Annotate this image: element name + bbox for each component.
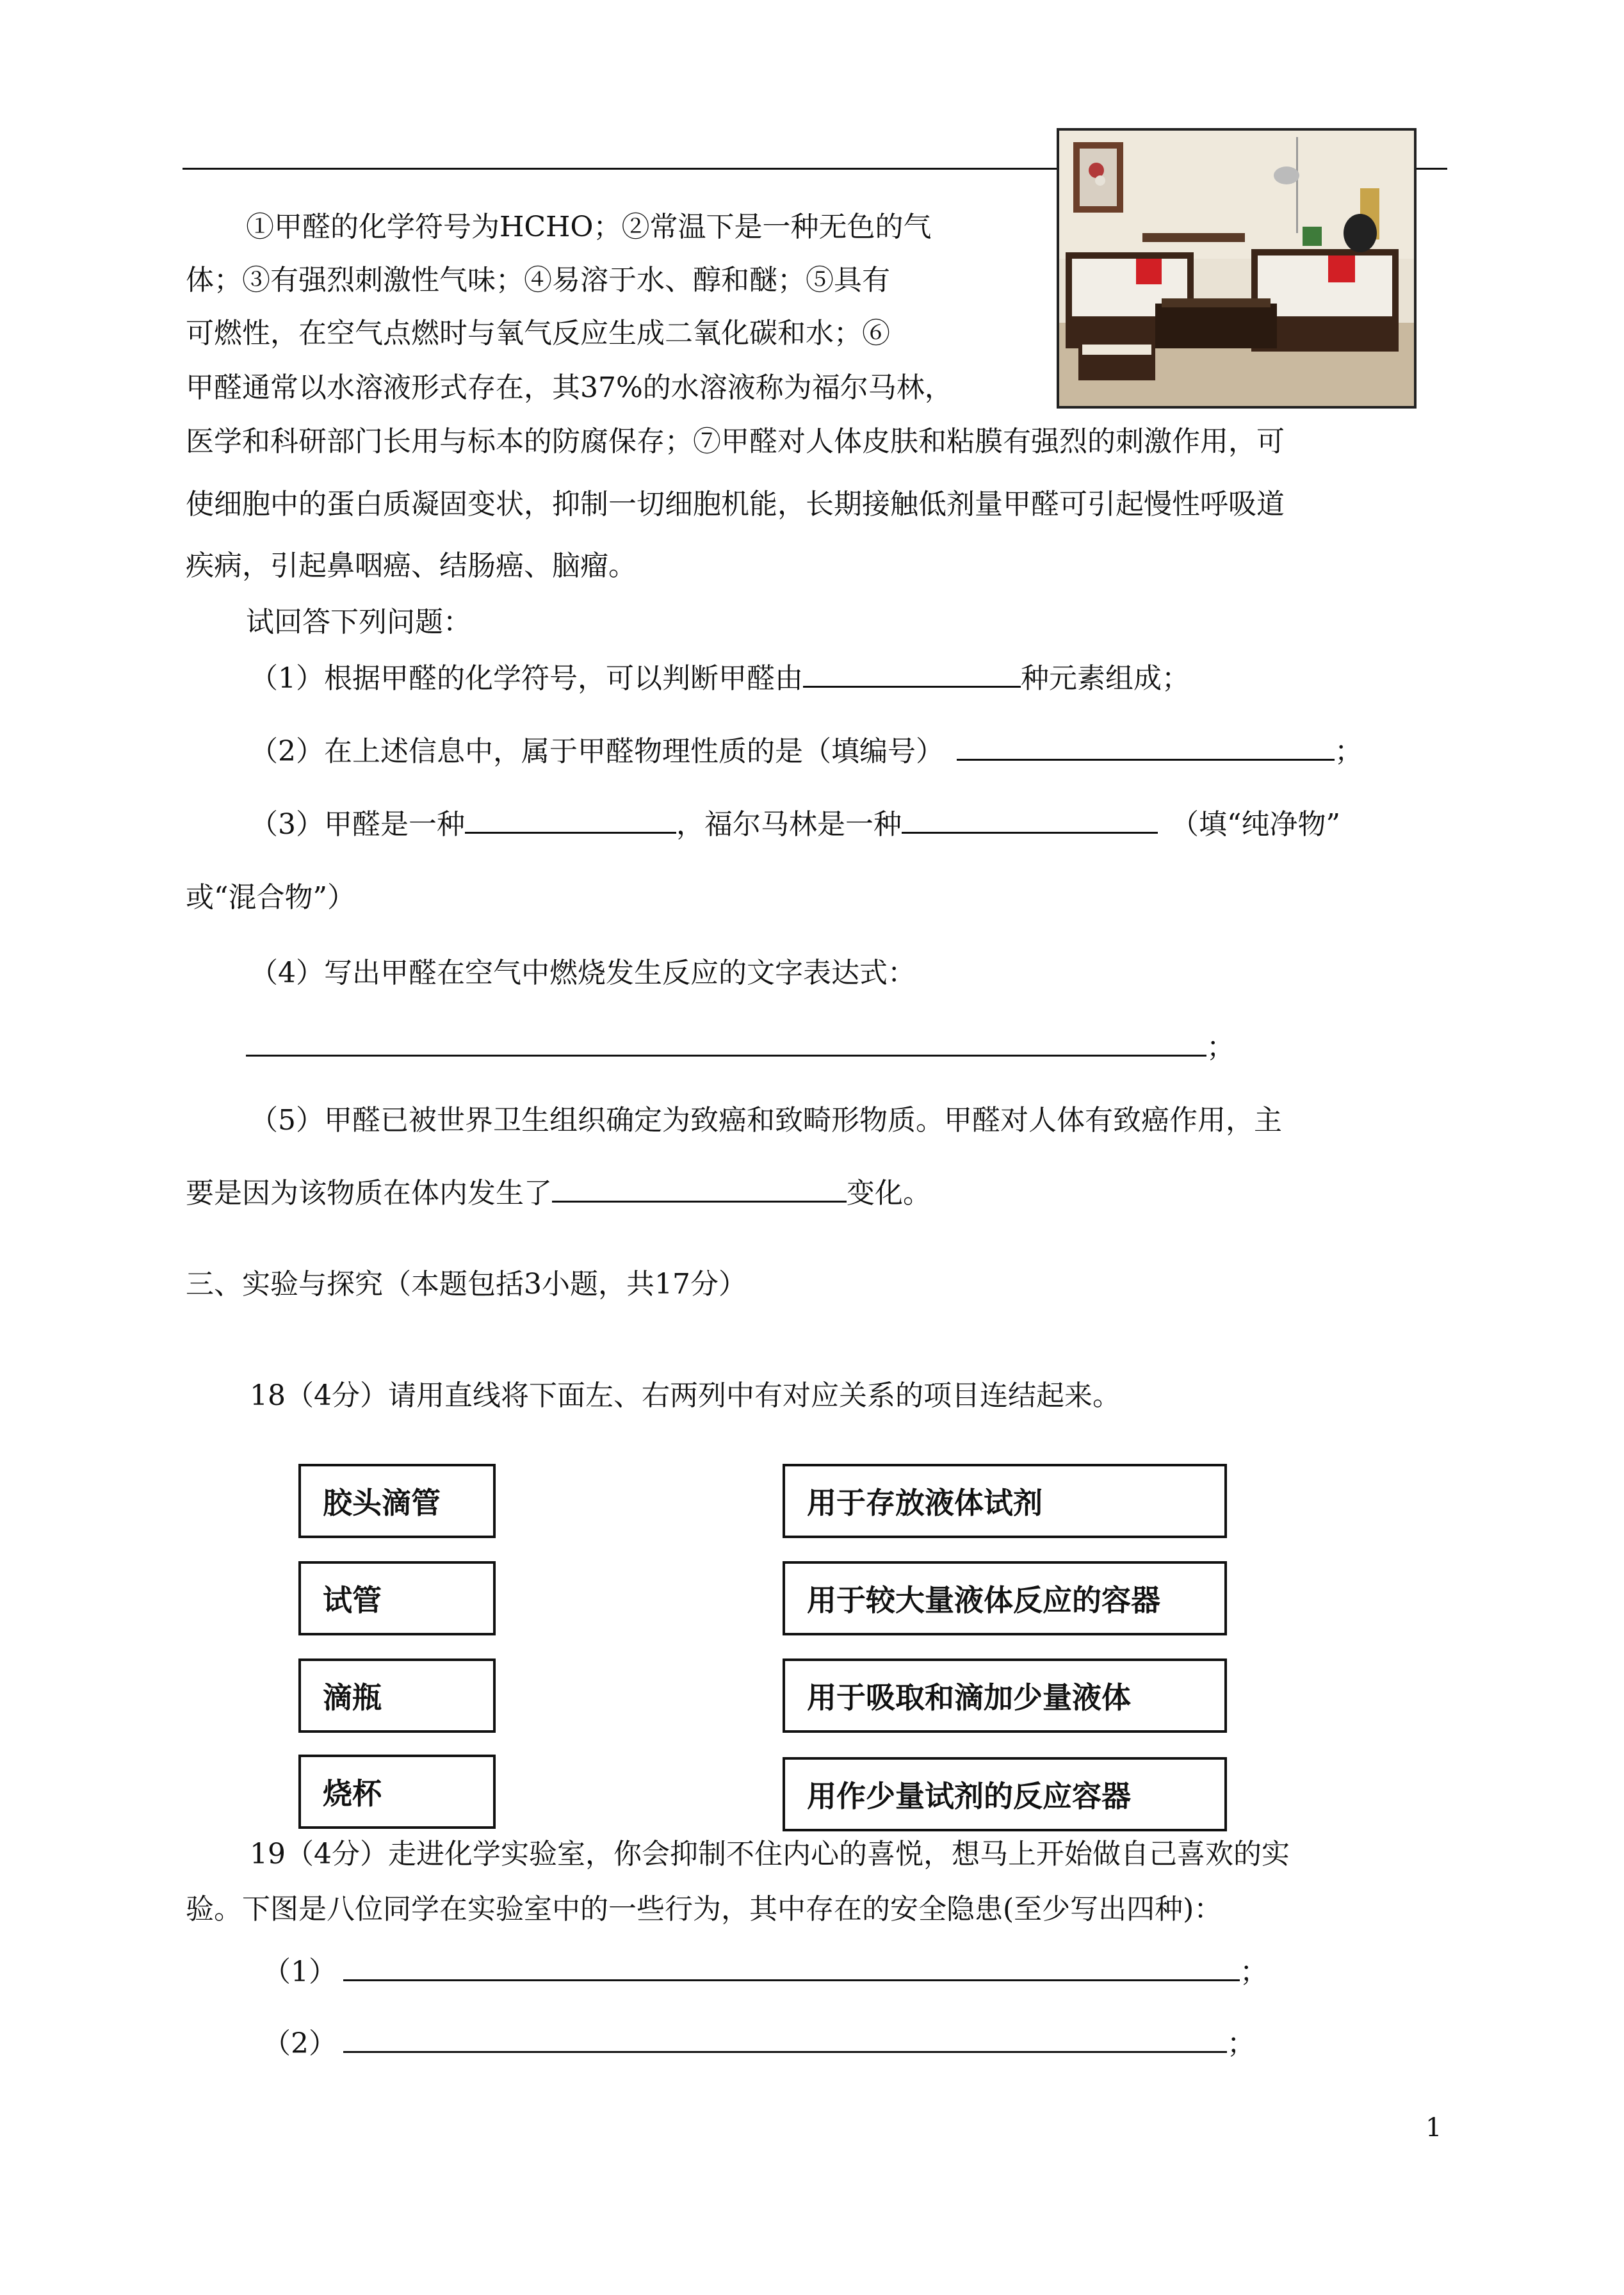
- intro-line-1: ①甲醛的化学符号为HCHO；②常温下是一种无色的气: [246, 211, 932, 243]
- page-number: 1: [1425, 2113, 1442, 2143]
- answer-blank-19-2[interactable]: [343, 2025, 1227, 2053]
- right-box-2[interactable]: [783, 1561, 1227, 1635]
- question-1-tail: 种元素组成；: [1021, 662, 1190, 695]
- question-2: [250, 733, 1363, 771]
- answer-blank-3a[interactable]: [465, 806, 676, 834]
- left-box-4[interactable]: [298, 1755, 496, 1829]
- question-1-text: （1）根据甲醛的化学符号，可以判断甲醛由: [250, 662, 803, 695]
- question-5-cont: [186, 1174, 931, 1213]
- question-19-line-1: 19（4分）走进化学实验室，你会抑制不住内心的喜悦，想马上开始做自己喜欢的实: [250, 1838, 1290, 1870]
- right-box-4[interactable]: [783, 1757, 1227, 1831]
- left-box-1[interactable]: [298, 1464, 496, 1538]
- item-1-tail: ；: [1240, 1956, 1268, 1988]
- intro-line-7: 疾病，引起鼻咽癌、结肠癌、脑瘤。: [186, 549, 637, 582]
- left-box-3[interactable]: [298, 1658, 496, 1733]
- living-room-photo: [1057, 128, 1417, 409]
- item-2-tail: ；: [1227, 2027, 1255, 2060]
- left-box-3-label: 滴瓶: [323, 1680, 382, 1715]
- question-19-line-2: 验。下图是八位同学在实验室中的一些行为，其中存在的安全隐患(至少写出四种)：: [186, 1893, 1222, 1926]
- answer-blank-4[interactable]: [246, 1029, 1206, 1057]
- left-box-4-label: 烧杯: [323, 1776, 382, 1811]
- question-2-text: （2）在上述信息中，属于甲醛物理性质的是（填编号）: [250, 735, 944, 768]
- item-1-label: （1）: [263, 1956, 337, 1988]
- question-1: [250, 660, 1190, 698]
- intro-line-5: 医学和科研部门长用与标本的防腐保存；⑦甲醛对人体皮肤和粘膜有强烈的刺激作用，可: [186, 425, 1285, 458]
- left-box-2[interactable]: [298, 1561, 496, 1635]
- answer-blank-19-1[interactable]: [343, 1954, 1240, 1981]
- right-box-1-label: 用于存放液体试剂: [807, 1486, 1043, 1520]
- question-3: [250, 806, 1340, 844]
- answer-blank-3b[interactable]: [902, 806, 1158, 834]
- question-4: （4）写出甲醛在空气中燃烧发生反应的文字表达式：: [250, 957, 916, 989]
- right-box-3[interactable]: [783, 1658, 1227, 1733]
- right-box-2-label: 用于较大量液体反应的容器: [807, 1583, 1160, 1618]
- section-3-heading: 三、实验与探究（本题包括3小题，共17分）: [186, 1268, 747, 1301]
- answer-blank-2[interactable]: [957, 733, 1335, 761]
- left-box-1-label: 胶头滴管: [323, 1486, 441, 1520]
- question-18-title: 18（4分）请用直线将下面左、右两列中有对应关系的项目连结起来。: [250, 1379, 1121, 1412]
- question-3-mid: ，福尔马林是一种: [676, 808, 902, 841]
- question-4-answer: [246, 1028, 1235, 1067]
- intro-line-4: 甲醛通常以水溶液形式存在，其37%的水溶液称为福尔马林，: [186, 371, 953, 404]
- question-3-hint: （填“纯净物”: [1171, 808, 1340, 841]
- question-5-tail: 变化。: [847, 1177, 931, 1210]
- answer-blank-1[interactable]: [803, 660, 1021, 688]
- question-4-tail: ；: [1206, 1031, 1235, 1064]
- right-box-4-label: 用作少量试剂的反应容器: [807, 1779, 1131, 1813]
- left-box-2-label: 试管: [323, 1583, 382, 1618]
- question-prompt: 试回答下列问题：: [246, 606, 471, 638]
- intro-line-3: 可燃性，在空气点燃时与氧气反应生成二氧化碳和水；⑥: [186, 317, 890, 350]
- question-3-text: （3）甲醛是一种: [250, 808, 465, 841]
- question-2-tail: ；: [1335, 735, 1363, 768]
- question-19-item-1: [263, 1953, 1268, 1991]
- question-5-text: 要是因为该物质在体内发生了: [186, 1177, 552, 1210]
- question-5: （5）甲醛已被世界卫生组织确定为致癌和致畸形物质。甲醛对人体有致癌作用，主: [250, 1104, 1282, 1137]
- right-box-3-label: 用于吸取和滴加少量液体: [807, 1680, 1131, 1715]
- question-3-cont: 或“混合物”）: [186, 881, 355, 914]
- question-19-item-2: [263, 2025, 1255, 2063]
- intro-line-2: 体；③有强烈刺激性气味；④易溶于水、醇和醚；⑤具有: [186, 264, 890, 296]
- answer-blank-5[interactable]: [552, 1175, 847, 1203]
- item-2-label: （2）: [263, 2027, 337, 2060]
- intro-line-6: 使细胞中的蛋白质凝固变状，抑制一切细胞机能，长期接触低剂量甲醛可引起慢性呼吸道: [186, 488, 1285, 521]
- right-box-1[interactable]: [783, 1464, 1227, 1538]
